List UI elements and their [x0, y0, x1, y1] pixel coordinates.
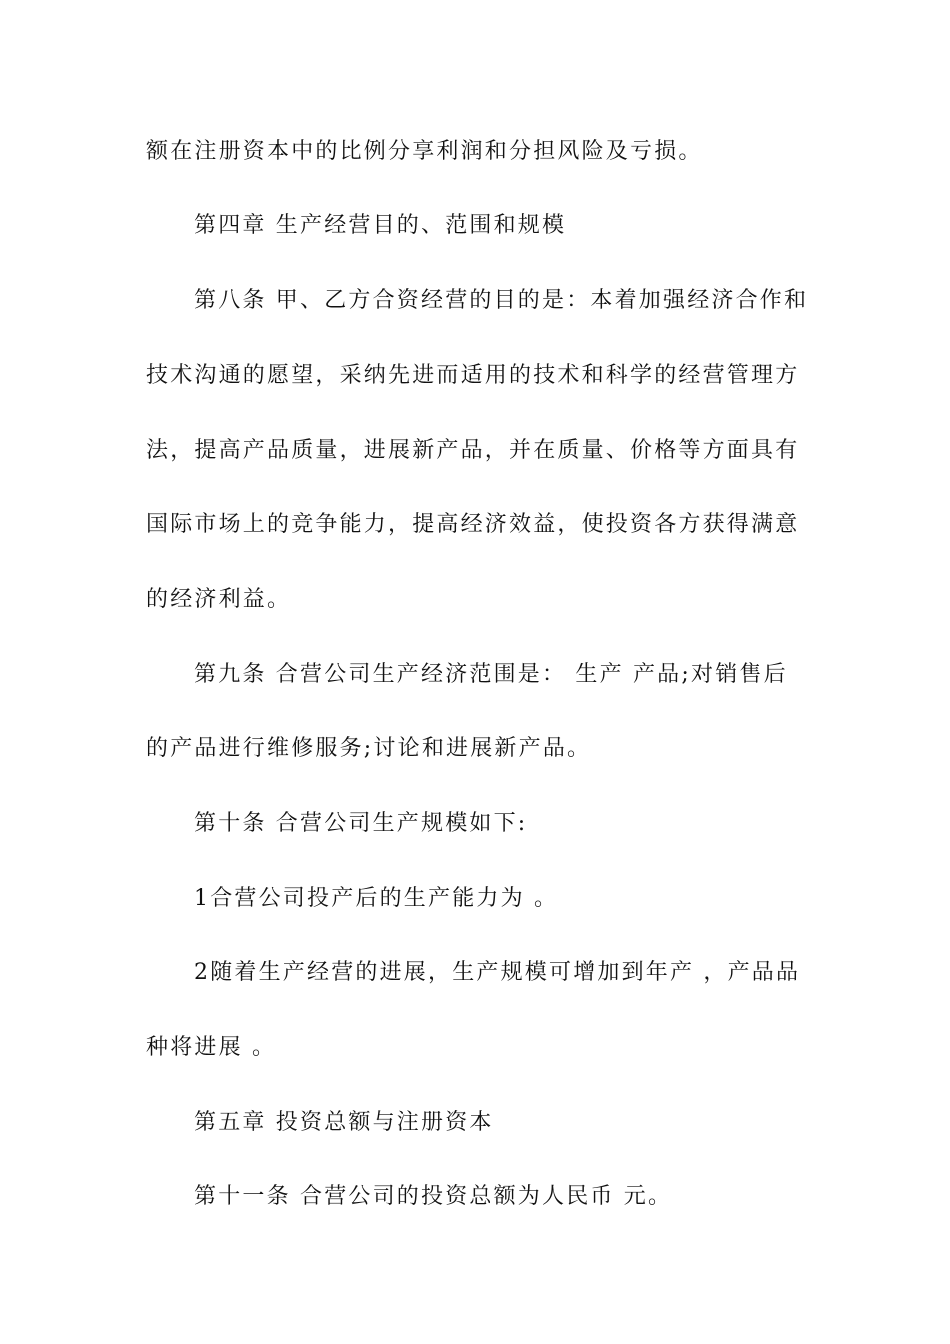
article-10-item-1: 1合营公司投产后的生产能力为 。	[194, 886, 559, 911]
article-10-item-2: 种将进展 。	[146, 1035, 277, 1060]
article-8-line: 技术沟通的愿望，采纳先进而适用的技术和科学的经营管理方	[146, 363, 800, 388]
article-8-line: 的经济利益。	[146, 587, 292, 612]
chapter-heading: 第五章 投资总额与注册资本	[194, 1110, 494, 1135]
article-8-line: 国际市场上的竞争能力，提高经济效益，使投资各方获得满意	[146, 512, 800, 537]
article-10-line: 第十条 合营公司生产规模如下:	[194, 811, 528, 836]
paragraph-line: 额在注册资本中的比例分享利润和分担风险及亏损。	[146, 139, 703, 164]
article-10-item-2: 2随着生产经营的进展，生产规模可增加到年产 ，产品品	[194, 960, 801, 985]
article-9-line: 的产品进行维修服务;讨论和进展新产品。	[146, 736, 592, 761]
article-8-line: 法，提高产品质量，进展新产品，并在质量、价格等方面具有	[146, 438, 800, 463]
chapter-heading: 第四章 生产经营目的、范围和规模	[194, 213, 567, 238]
article-11-line: 第十一条 合营公司的投资总额为人民币 元。	[194, 1184, 673, 1209]
article-9-line: 第九条 合营公司生产经济范围是： 生产 产品;对销售后	[194, 662, 788, 687]
article-8-line: 第八条 甲、乙方合资经营的目的是：本着加强经济合作和	[194, 288, 809, 313]
